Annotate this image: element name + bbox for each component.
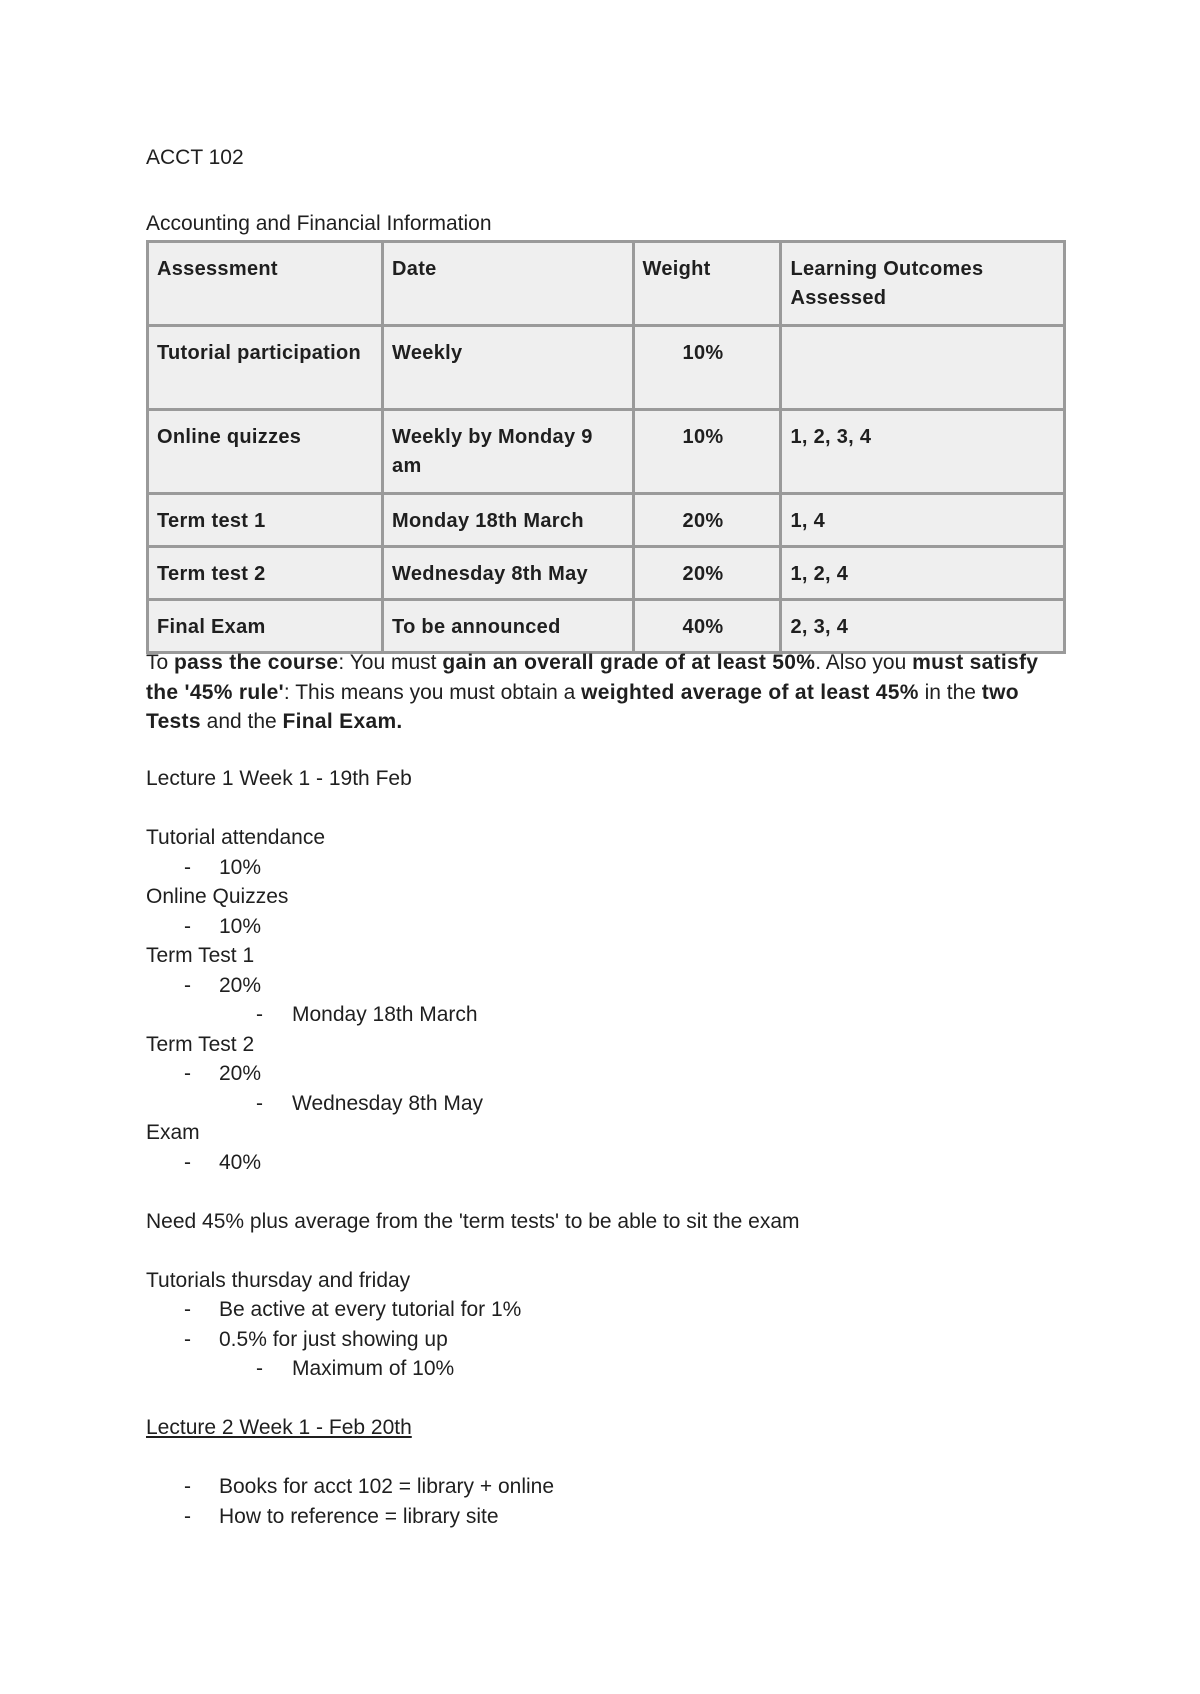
rule-text: : You must <box>338 651 443 674</box>
list-sub-item: - 10% <box>146 853 800 883</box>
weight-cell: 10% <box>633 410 781 494</box>
rule-bold: gain an overall grade of at least 50% <box>442 651 816 674</box>
list-item: - How to reference = library site <box>146 1502 800 1532</box>
weight-cell: 10% <box>633 326 781 410</box>
outcomes-cell: 1, 4 <box>781 494 1065 547</box>
list-item: Tutorial attendance <box>146 826 326 849</box>
course-code: ACCT 102 <box>146 146 244 169</box>
weight-cell: 20% <box>633 547 781 600</box>
date-cell: Monday 18th March <box>383 494 633 547</box>
spacer <box>146 794 800 824</box>
rule-text: . Also you <box>815 651 913 674</box>
list-sub-item: - 20% <box>146 971 800 1001</box>
list-sub-item: - 40% <box>146 1148 800 1178</box>
list-item: Online Quizzes <box>146 885 289 908</box>
list-item: Term Test 2 <box>146 1032 255 1056</box>
table-row <box>148 326 1065 410</box>
rule-bold: weighted average of at least 45% <box>581 680 919 704</box>
table-header-cell: Learning Outcomes Assessed <box>781 242 1065 326</box>
table-row <box>148 547 1065 600</box>
outcomes-cell: 1, 2, 3, 4 <box>781 410 1065 494</box>
exam-eligibility-note: Need 45% plus average from the 'term tests' to be able to sit the exam <box>146 1209 800 1233</box>
list-sub-item: - 10% <box>146 912 800 942</box>
date-cell: To be announced <box>383 600 633 653</box>
tutorials-label: Tutorials thursday and friday <box>146 1268 411 1292</box>
weight-cell: 20% <box>633 494 781 547</box>
assessment-cell: Term test 2 <box>148 547 383 600</box>
list-item: Exam <box>146 1121 200 1144</box>
outcomes-cell: 1, 2, 4 <box>781 547 1065 600</box>
rule-text: in the <box>918 680 982 704</box>
rule-bold: two Tests <box>146 680 1019 733</box>
lecture1-notes <box>146 764 800 1531</box>
assessment-table <box>146 240 1066 654</box>
assessment-cell: Term test 1 <box>148 494 383 547</box>
rule-bold: must satisfy the '45% rule' <box>146 651 1039 704</box>
list-sub-item: - Be active at every tutorial for 1% <box>146 1295 800 1325</box>
rule-bold: Final Exam. <box>282 710 403 733</box>
list-sub-sub-item: - Monday 18th March <box>146 1000 800 1030</box>
rule-text: : This means you must obtain a <box>283 680 582 704</box>
lecture2-heading: Lecture 2 Week 1 - Feb 20th <box>146 1416 412 1439</box>
course-title: Accounting and Financial Information <box>146 212 492 235</box>
table-header-cell: Assessment <box>148 242 383 326</box>
date-cell: Weekly <box>383 326 633 410</box>
rule-text: and the <box>200 710 283 733</box>
table-row <box>148 600 1065 653</box>
table-row <box>148 410 1065 494</box>
list-item: - Books for acct 102 = library + online <box>146 1472 800 1502</box>
spacer <box>146 1443 800 1473</box>
outcomes-cell: 2, 3, 4 <box>781 600 1065 653</box>
lecture1-heading: Lecture 1 Week 1 - 19th Feb <box>146 767 412 790</box>
spacer <box>146 1177 800 1207</box>
table-header-cell: Weight <box>633 242 781 326</box>
outcomes-cell <box>781 326 1065 410</box>
table-header-row <box>148 242 1065 326</box>
spacer <box>146 1384 800 1414</box>
spacer <box>146 1236 800 1266</box>
assessment-cell: Tutorial participation <box>148 326 383 410</box>
pass-rule-paragraph <box>146 648 1066 737</box>
assessment-cell: Online quizzes <box>148 410 383 494</box>
weight-cell: 40% <box>633 600 781 653</box>
table-header-cell: Date <box>383 242 633 326</box>
list-sub-sub-item: - Wednesday 8th May <box>146 1089 800 1119</box>
list-item: Term Test 1 <box>146 944 255 967</box>
list-sub-item: - 20% <box>146 1059 800 1089</box>
date-cell: Wednesday 8th May <box>383 547 633 600</box>
rule-text: To <box>146 651 175 674</box>
list-sub-sub-item: - Maximum of 10% <box>146 1354 800 1384</box>
date-cell: Weekly by Monday 9 am <box>383 410 633 494</box>
list-sub-item: - 0.5% for just showing up <box>146 1325 800 1355</box>
rule-bold: pass the course <box>174 651 339 674</box>
assessment-cell: Final Exam <box>148 600 383 653</box>
table-row <box>148 494 1065 547</box>
